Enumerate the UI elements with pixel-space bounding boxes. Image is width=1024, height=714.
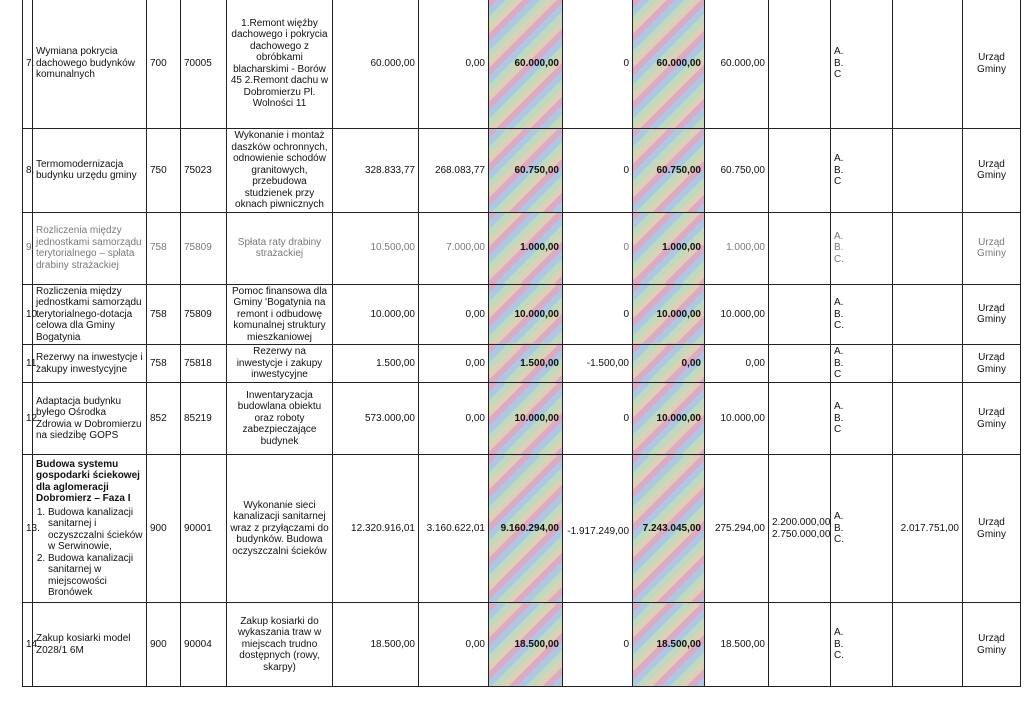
table-row [23,212,1021,284]
own-funds: 0,00 [705,345,769,383]
other-funds [893,345,963,383]
other-funds [893,284,963,345]
funding-source: A. [834,346,844,358]
rozdzial-code: 70005 [181,0,227,129]
amount-after-change: 10.000,00 [633,284,705,345]
row-number: 14. [23,603,33,687]
unit-line: Gminy [977,170,1006,182]
responsible-unit [963,212,1021,284]
expenditure-incurred: 7.000,00 [419,212,489,284]
own-funds: 1.000,00 [705,212,769,284]
task-name [33,383,147,455]
planned-amount: 10.000,00 [489,383,563,455]
unit-line: Gminy [977,63,1006,75]
responsible-unit [963,603,1021,687]
loans [769,455,831,603]
amount-after-change: 0,00 [633,345,705,383]
funding-source: A. [834,401,844,413]
loans [769,212,831,284]
total-value: 10.500,00 [333,212,419,284]
funding-source: B. [834,57,844,69]
own-funds: 275.294,00 [705,455,769,603]
loan-amount: 2.200.000,00 [772,517,831,528]
dzial-code: 900 [147,455,181,603]
funding-source: B. [834,357,844,369]
funding-source: B. [834,522,844,534]
change-amount: 0 [563,0,633,129]
row-number: 11. [23,345,33,383]
dzial-code: 900 [147,603,181,687]
other-funds [893,603,963,687]
funding-sources [831,129,893,213]
task-title: Rezerwy na inwestycje i zakupy inwestycyjne [36,352,143,375]
amount-after-change: 60.000,00 [633,0,705,129]
scope-description: Zakup kosiarki do wykaszania traw w miejscach trudno dostępnych (rowy, skarpy) [227,603,333,687]
change-amount: 0 [563,603,633,687]
task-subitems [36,507,143,599]
own-funds: 10.000,00 [705,284,769,345]
change-amount: -1.917.249,00 [563,455,633,603]
task-title: Wymiana pokrycia dachowego budynków komunalnych [36,46,135,81]
total-value: 328.833,77 [333,129,419,213]
scope-description: Spłata raty drabiny strażackiej [227,212,333,284]
total-value: 573.000,00 [333,383,419,455]
task-name [33,129,147,213]
task-title: Rozliczenia między jednostkami samorządu terytorialnego – spłata drabiny strażackiej [36,225,142,271]
dzial-code: 750 [147,129,181,213]
funding-sources [831,383,893,455]
rozdzial-code: 75809 [181,284,227,345]
funding-source: A. [834,511,844,523]
change-amount: -1.500,00 [563,345,633,383]
own-funds: 18.500,00 [705,603,769,687]
funding-source: C. [834,320,844,331]
row-number: 7. [23,0,33,129]
unit-line: Gminy [977,528,1006,540]
unit-line: Gminy [977,248,1006,259]
unit-line: Gminy [977,644,1006,656]
unit-line: Urząd [978,352,1005,363]
table-row [23,0,1021,129]
planned-amount: 18.500,00 [489,603,563,687]
funding-source: C [834,69,842,81]
expenditure-incurred: 0,00 [419,345,489,383]
loans [769,284,831,345]
table-row [23,455,1021,603]
expenditure-incurred: 0,00 [419,0,489,129]
row-number: 9. [23,212,33,284]
funding-source: A. [834,153,844,164]
other-funds: 2.017.751,00 [893,455,963,603]
other-funds [893,212,963,284]
responsible-unit [963,455,1021,603]
funding-source: C. [834,534,844,546]
funding-source: B. [834,412,844,424]
task-name [33,212,147,284]
unit-line: Gminy [977,418,1006,430]
scope-description: 1.Remont więźby dachowego i pokrycia dachowego z obróbkami blacharskimi - Borów 45 2.Remont dachu w Dobromierzu Pl. Wolności 11 [227,0,333,129]
expenditure-incurred: 0,00 [419,603,489,687]
funding-source: C [834,424,842,436]
table-row [23,603,1021,687]
own-funds: 60.750,00 [705,129,769,213]
rozdzial-code: 90001 [181,455,227,603]
other-funds [893,383,963,455]
table-body [23,0,1021,687]
row-number: 12. [23,383,33,455]
task-name [33,345,147,383]
rozdzial-code: 75818 [181,345,227,383]
dzial-code: 852 [147,383,181,455]
task-name [33,284,147,345]
rozdzial-code: 75023 [181,129,227,213]
scope-description: Rezerwy na inwestycje i zakupy inwestycyjne [227,345,333,383]
funding-sources [831,212,893,284]
own-funds: 60.000,00 [705,0,769,129]
change-amount: 0 [563,383,633,455]
planned-amount: 60.000,00 [489,0,563,129]
funding-source: A. [834,297,844,308]
task-title: Zakup kosiarki model Z028/1 6M [36,633,131,656]
unit-line: Gminy [977,363,1006,375]
dzial-code: 758 [147,284,181,345]
funding-source: C. [834,650,844,662]
task-subitem: 1. Budowa kanalizacji sanitarnej i oczyszczalni ścieków w Serwinowie, [48,507,143,553]
task-title: Budowa systemu gospodarki ściekowej dla aglomeracji Dobromierz – Faza I [36,458,140,504]
scope-description: Pomoc finansowa dla Gminy 'Bogatynia na remont i odbudowę komunalnej struktury mieszkaniowej [227,284,333,345]
unit-line: Urząd [978,633,1005,644]
total-value: 1.500,00 [333,345,419,383]
change-amount: 0 [563,129,633,213]
row-number: 8. [23,129,33,213]
table-row [23,345,1021,383]
funding-source: C. [834,253,844,265]
funding-sources [831,603,893,687]
amount-after-change: 7.243.045,00 [633,455,705,603]
funding-source: C [834,176,842,187]
unit-line: Urząd [978,407,1005,418]
funding-source: B. [834,638,844,650]
scope-description: Inwentaryzacja budowlana obiektu oraz roboty zabezpieczające budynek [227,383,333,455]
total-value: 60.000,00 [333,0,419,129]
total-value: 10.000,00 [333,284,419,345]
loans [769,0,831,129]
funding-sources [831,284,893,345]
row-number: 10. [23,284,33,345]
table-row [23,383,1021,455]
planned-amount: 10.000,00 [489,284,563,345]
other-funds [893,0,963,129]
planned-amount: 1.000,00 [489,212,563,284]
task-subitem: 2. Budowa kanalizacji sanitarnej w miejscowości Bronówek [48,553,143,599]
funding-source: B. [834,242,844,254]
task-title: Termomodernizacja budynku urzędu gminy [36,158,137,182]
funding-source: A. [834,627,844,639]
unit-line: Urząd [978,236,1005,248]
investment-table [22,0,1021,687]
task-title: Adaptacja budynku byłego Ośrodka Zdrowia w Dobromierzu na siedzibę GOPS [36,395,142,441]
loans [769,383,831,455]
responsible-unit [963,383,1021,455]
change-amount: 0 [563,212,633,284]
dzial-code: 700 [147,0,181,129]
task-name [33,0,147,129]
unit-line: Urząd [978,52,1005,63]
expenditure-incurred: 0,00 [419,284,489,345]
loans [769,345,831,383]
unit-line: Urząd [978,158,1005,170]
rozdzial-code: 90004 [181,603,227,687]
responsible-unit [963,345,1021,383]
table-row [23,284,1021,345]
unit-line: Gminy [977,314,1006,326]
rozdzial-code: 75809 [181,212,227,284]
change-amount: 0 [563,284,633,345]
unit-line: Urząd [978,517,1005,528]
dzial-code: 758 [147,212,181,284]
scope-description: Wykonanie sieci kanalizacji sanitarnej wraz z przyłączami do budynków. Budowa oczyszczalni ścieków [227,455,333,603]
other-funds [893,129,963,213]
task-name [33,603,147,687]
planned-amount: 1.500,00 [489,345,563,383]
amount-after-change: 18.500,00 [633,603,705,687]
funding-source: A. [834,46,844,58]
planned-amount: 60.750,00 [489,129,563,213]
planned-amount: 9.160.294,00 [489,455,563,603]
rozdzial-code: 85219 [181,383,227,455]
funding-source: C [834,369,842,381]
task-name [33,455,147,603]
loans [769,129,831,213]
loan-amount: 2.750.000,00 [772,528,831,540]
loans [769,603,831,687]
responsible-unit [963,0,1021,129]
amount-after-change: 60.750,00 [633,129,705,213]
funding-sources [831,345,893,383]
dzial-code: 758 [147,345,181,383]
funding-source: B. [834,164,844,176]
scope-description: Wykonanie i montaż daszków ochronnych, odnowienie schodów granitowych, przebudowa studzienek przy oknach piwnicznych [227,129,333,213]
total-value: 18.500,00 [333,603,419,687]
responsible-unit [963,284,1021,345]
funding-sources [831,0,893,129]
expenditure-incurred: 268.083,77 [419,129,489,213]
table-row [23,129,1021,213]
total-value: 12.320.916,01 [333,455,419,603]
amount-after-change: 1.000,00 [633,212,705,284]
responsible-unit [963,129,1021,213]
funding-sources [831,455,893,603]
task-title: Rozliczenia między jednostkami samorządu terytorialnego-dotacja celowa dla Gminy Bogatynia [36,285,142,343]
expenditure-incurred: 0,00 [419,383,489,455]
own-funds: 10.000,00 [705,383,769,455]
funding-source: A. [834,230,844,242]
unit-line: Urząd [978,302,1005,314]
amount-after-change: 10.000,00 [633,383,705,455]
funding-source: B. [834,308,844,320]
expenditure-incurred: 3.160.622,01 [419,455,489,603]
row-number: 13. [23,455,33,603]
